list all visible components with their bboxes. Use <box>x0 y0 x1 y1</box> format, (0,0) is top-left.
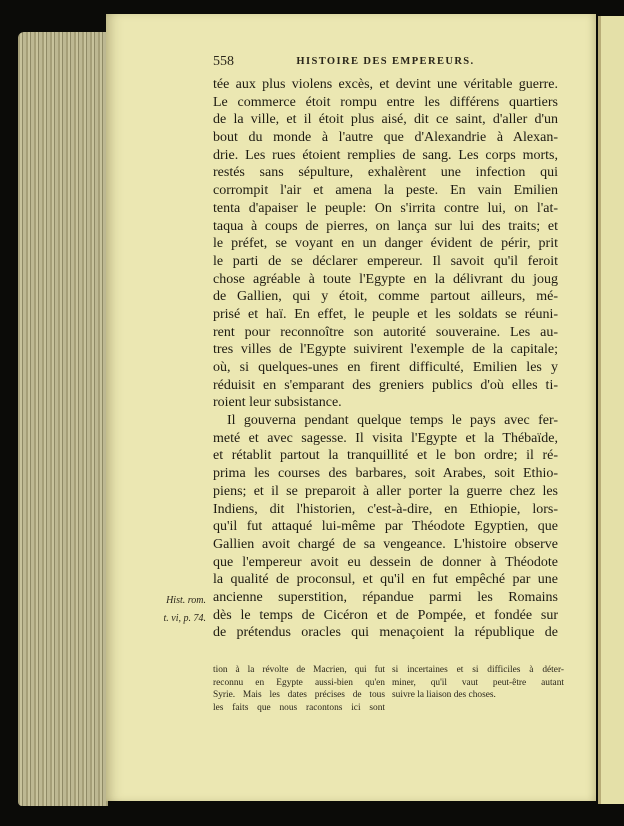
text-line: corrompit l'air et amena la peste. En vain Emilien <box>213 183 558 199</box>
text-line: piens; et il se preparoit à aller porter la guerre chez les <box>213 483 558 499</box>
text-line: dès le temps de Cicéron et de Pompée, et fondée sur <box>213 607 558 623</box>
text-line: Le commerce étoit rompu entre les différens quartiers <box>213 94 558 110</box>
text-line: meté et avec sagesse. Il visita l'Egypte et la Thébaïde, <box>213 430 558 446</box>
text-line: miner, qu'il vaut peut-être autant <box>392 677 564 688</box>
text-line: si incertaines et si difficiles à déter- <box>392 665 564 675</box>
text-line: où, si quelques-unes en firent difficulté, Emilien les y <box>213 360 558 375</box>
text-line: restés sans sépulture, exhalèrent une infection qui <box>213 165 558 181</box>
text-line: qu'il fut attaqué lui-même par Théodote Egyptien, que <box>213 519 558 535</box>
text-line: prisé et haï. En effet, le peuple et les soldats se réuni- <box>213 306 558 322</box>
text-line: tres villes de l'Egypte suivirent l'exemple de la capitale; <box>213 342 558 358</box>
book-page-edges <box>18 32 108 806</box>
text-line: de prétendus oracles qui menaçoient la république de <box>213 625 558 641</box>
text-line: que l'empereur avoit eu dessein de donner à Théodote <box>213 554 558 570</box>
text-line: suivre la liaison des choses. <box>392 690 496 701</box>
text-line: le parti de se déclarer empereur. Il savoit qu'il feroit <box>213 253 558 269</box>
running-title: HISTOIRE DES EMPEREURS. <box>296 56 475 67</box>
page-number: 558 <box>213 54 234 69</box>
text-line: chose agréable à toute l'Egypte en la délivrant du joug <box>213 271 558 287</box>
text-line: Il gouverna pendant quelque temps le pays avec fer- <box>227 413 558 429</box>
text-line: de la ville, et il étoit plus aisé, dit ce saint, d'aller d'un <box>213 112 558 128</box>
text-line: rent pour reconnoître son autorité souveraine. Les au- <box>213 324 558 340</box>
text-line: tion à la révolte de Macrien, qui fut <box>213 665 385 675</box>
text-line: Syrie. Mais les dates précises de tous <box>213 690 385 701</box>
text-line: le préfet, se voyant en un danger évident de périr, prit <box>213 236 558 252</box>
running-header <box>213 54 558 72</box>
text-line: les faits que nous racontons ici sont <box>213 702 385 713</box>
text-line: réduisit en s'emparant des greniers publics d'où elles ti- <box>213 377 558 393</box>
text-line: Gallien avoit chargé de sa vengeance. L'histoire observe <box>213 536 558 552</box>
text-line: et rétablit partout la tranquillité et le bon ordre; il ré- <box>213 448 558 464</box>
margin-note-line: t. vi, p. 74. <box>163 612 206 624</box>
footnote-right-column <box>392 664 564 702</box>
text-line: reconnu en Egypte aussi-bien qu'en <box>213 677 385 688</box>
text-line: tenta d'apaiser le peuple: On s'irrita contre lui, on l'at- <box>213 200 558 216</box>
body-text <box>213 76 558 642</box>
text-line: ancienne superstition, répandue parmi les Romains <box>213 589 558 605</box>
text-line: roient leur subsistance. <box>213 395 342 411</box>
text-line: de Gallien, qui y étoit, comme partout ailleurs, mé- <box>213 289 558 305</box>
text-line: bout du monde à l'autre que d'Alexandrie à Alexan- <box>213 130 558 146</box>
text-line: taqua à coups de pierres, on lança sur lui des traits; et <box>213 218 558 234</box>
text-line: Indiens, dit l'historien, c'est-à-dire, en Ethiopie, lors- <box>213 501 558 517</box>
margin-note <box>136 592 206 627</box>
text-line: prima les courses des barbares, soit Arabes, soit Ethio- <box>213 466 558 482</box>
text-line: tée aux plus violens excès, et devint une véritable guerre. <box>213 77 558 92</box>
footnote-left-column <box>213 664 385 714</box>
text-line: drie. Les rues étoient remplies de sang. Les corps morts, <box>213 147 558 163</box>
facing-page-edge <box>598 16 624 804</box>
margin-note-line: Hist. rom. <box>166 595 206 606</box>
text-line: la qualité de proconsul, et qu'il en fut empêché par une <box>213 572 558 588</box>
book-page <box>106 14 596 801</box>
